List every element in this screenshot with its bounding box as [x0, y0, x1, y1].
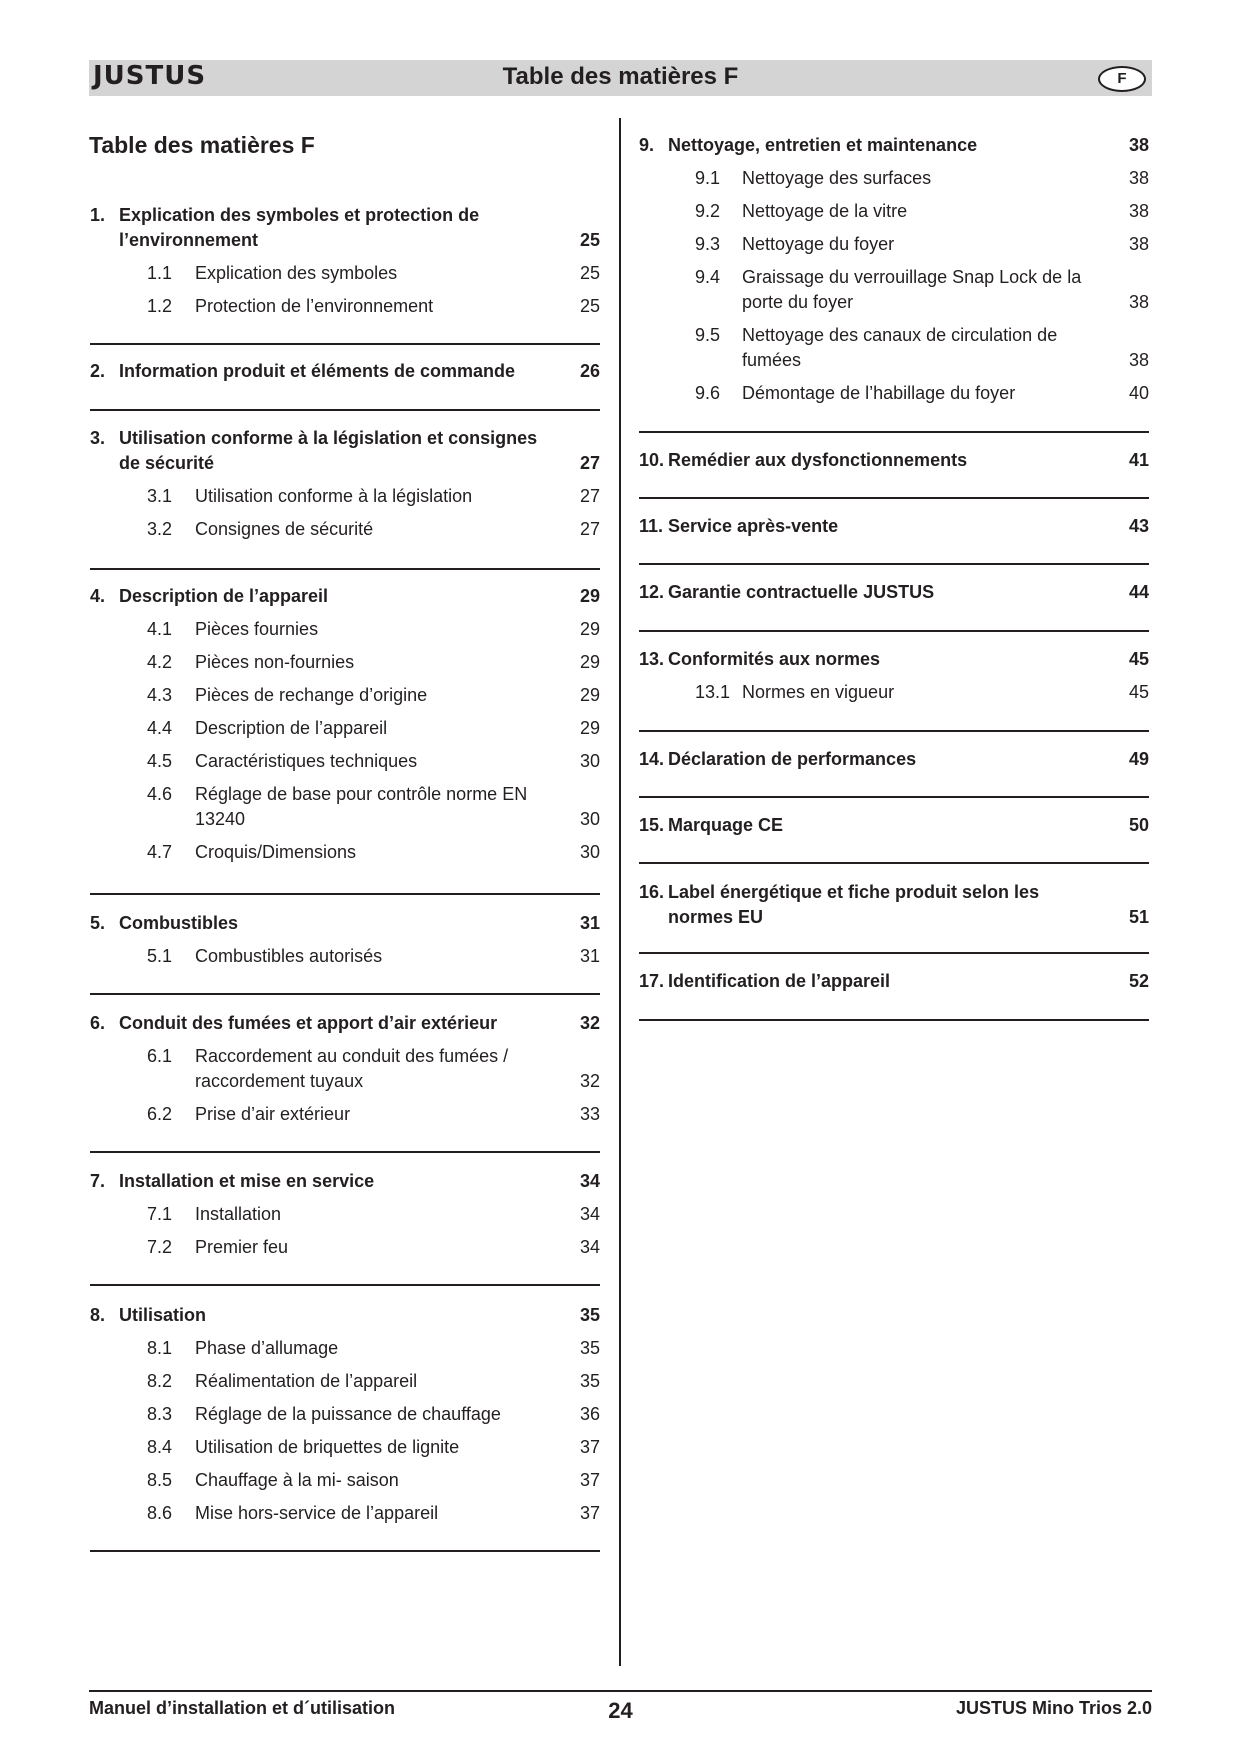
section-number: 17. [639, 971, 665, 991]
subsection-title: Nettoyage des surfaces [742, 168, 932, 188]
subsection-number: 8.3 [147, 1404, 173, 1424]
subsection-page: 30 [579, 751, 600, 771]
subsection-number: 6.1 [147, 1046, 173, 1066]
section-divider [90, 1550, 600, 1552]
toc-section-heading[interactable] [90, 203, 600, 253]
toc-subsection[interactable] [90, 683, 600, 708]
section-divider [639, 497, 1149, 499]
toc-subsection[interactable] [90, 1235, 600, 1260]
toc-section [90, 1169, 600, 1260]
toc-subsection[interactable] [90, 484, 600, 509]
footer-manual-title: Manuel d’installation et d´utilisation [89, 1698, 396, 1718]
subsection-page: 38 [1128, 350, 1149, 370]
section-page: 50 [1128, 815, 1149, 835]
subsection-title: Protection de l’environnement [195, 296, 434, 316]
subsection-number: 1.1 [147, 263, 173, 283]
subsection-number: 8.2 [147, 1371, 173, 1391]
toc-section [639, 133, 1149, 406]
section-divider [90, 893, 600, 895]
section-page: 34 [579, 1171, 600, 1191]
section-number: 14. [639, 749, 665, 769]
subsection-page: 38 [1128, 292, 1149, 312]
footer-product-name: JUSTUS Mino Trios 2.0 [955, 1698, 1152, 1718]
subsection-title: Nettoyage de la vitre [742, 201, 908, 221]
toc-subsection[interactable] [639, 323, 1149, 373]
subsection-page: 34 [579, 1204, 600, 1224]
subsection-page: 35 [579, 1338, 600, 1358]
subsection-page: 33 [579, 1104, 600, 1124]
section-divider [90, 568, 600, 570]
subsection-title: Réglage de base pour contrôle norme EN 13240 [195, 784, 528, 829]
toc-section [90, 359, 600, 384]
section-number: 6. [90, 1013, 106, 1033]
section-page: 49 [1128, 749, 1149, 769]
subsection-page: 36 [579, 1404, 600, 1424]
toc-subsection[interactable] [639, 166, 1149, 191]
toc-section [90, 911, 600, 969]
subsection-title: Raccordement au conduit des fumées / raccordement tuyaux [195, 1046, 509, 1091]
section-divider [639, 563, 1149, 565]
subsection-title: Chauffage à la mi- saison [195, 1470, 399, 1490]
section-title: Combustibles [119, 913, 239, 933]
toc-section [639, 448, 1149, 473]
subsection-page: 38 [1128, 201, 1149, 221]
subsection-number: 4.4 [147, 718, 173, 738]
section-page: 41 [1128, 450, 1149, 470]
section-title: Service après-vente [668, 516, 839, 536]
toc-subsection[interactable] [90, 840, 600, 865]
subsection-number: 5.1 [147, 946, 173, 966]
section-page: 25 [579, 230, 600, 250]
section-divider [639, 952, 1149, 954]
subsection-title: Pièces fournies [195, 619, 319, 639]
toc-subsection[interactable] [639, 680, 1149, 705]
section-number: 9. [639, 135, 655, 155]
toc-subsection[interactable] [90, 1501, 600, 1526]
toc-subsection[interactable] [90, 650, 600, 675]
subsection-page: 30 [579, 842, 600, 862]
toc-subsection[interactable] [639, 381, 1149, 406]
subsection-title: Réglage de la puissance de chauffage [195, 1404, 501, 1424]
section-title: Remédier aux dysfonctionnements [668, 450, 968, 470]
toc-section [639, 580, 1149, 605]
toc-subsection[interactable] [90, 1044, 600, 1094]
section-number: 10. [639, 450, 665, 470]
section-title: Identification de l’appareil [668, 971, 891, 991]
toc-subsection[interactable] [90, 1369, 600, 1394]
section-number: 12. [639, 582, 665, 602]
footer-rule [89, 1690, 1152, 1692]
toc-subsection[interactable] [90, 1435, 600, 1460]
subsection-number: 9.5 [695, 325, 721, 345]
section-title: Description de l’appareil [119, 586, 329, 606]
subsection-page: 29 [579, 685, 600, 705]
subsection-title: Pièces de rechange d’origine [195, 685, 428, 705]
toc-section-heading[interactable] [639, 813, 1149, 838]
section-divider [90, 409, 600, 411]
section-number: 4. [90, 586, 106, 606]
toc-subsection[interactable] [639, 265, 1149, 315]
toc-subsection[interactable] [90, 1202, 600, 1227]
section-title: Explication des symboles et protection de l’environnement [119, 205, 480, 250]
toc-section-heading[interactable] [90, 1011, 600, 1036]
section-number: 15. [639, 815, 665, 835]
toc-subsection[interactable] [90, 1102, 600, 1127]
toc-subsection[interactable] [90, 716, 600, 741]
header-title: Table des matières F [502, 63, 739, 90]
subsection-title: Caractéristiques techniques [195, 751, 418, 771]
toc-section [90, 584, 600, 865]
justus-logo: JUSTUS [93, 61, 207, 91]
toc-section-heading[interactable] [90, 584, 600, 609]
subsection-number: 4.3 [147, 685, 173, 705]
subsection-number: 9.4 [695, 267, 721, 287]
section-number: 11. [639, 516, 664, 536]
subsection-number: 8.6 [147, 1503, 173, 1523]
section-page: 35 [579, 1305, 600, 1325]
section-title: Label énergétique et fiche produit selon les normes EU [668, 882, 1040, 927]
section-divider [90, 343, 600, 345]
subsection-title: Consignes de sécurité [195, 519, 374, 539]
subsection-number: 4.5 [147, 751, 173, 771]
toc-section-heading[interactable] [639, 647, 1149, 672]
subsection-number: 9.6 [695, 383, 721, 403]
subsection-number: 4.6 [147, 784, 173, 804]
section-title: Conduit des fumées et apport d’air extérieur [119, 1013, 498, 1033]
toc-section-heading[interactable] [639, 133, 1149, 158]
subsection-title: Graissage du verrouillage Snap Lock de la porte du foyer [742, 267, 1082, 312]
toc-subsection[interactable] [90, 294, 600, 319]
section-number: 5. [90, 913, 106, 933]
subsection-title: Explication des symboles [195, 263, 398, 283]
subsection-number: 6.2 [147, 1104, 173, 1124]
language-badge: F [1098, 66, 1146, 92]
subsection-number: 4.2 [147, 652, 173, 672]
subsection-title: Croquis/Dimensions [195, 842, 357, 862]
section-number: 16. [639, 882, 665, 902]
subsection-page: 30 [579, 809, 600, 829]
subsection-page: 32 [579, 1071, 600, 1091]
section-page: 27 [579, 453, 600, 473]
section-page: 38 [1128, 135, 1149, 155]
subsection-number: 7.1 [147, 1204, 173, 1224]
subsection-page: 29 [579, 652, 600, 672]
section-divider [639, 1019, 1149, 1021]
section-title: Installation et mise en service [119, 1171, 375, 1191]
page-header [89, 60, 1152, 96]
subsection-page: 37 [579, 1437, 600, 1457]
toc-section-heading[interactable] [90, 359, 600, 384]
section-number: 13. [639, 649, 665, 669]
toc-section-heading[interactable] [639, 747, 1149, 772]
subsection-title: Prise d’air extérieur [195, 1104, 351, 1124]
toc-section [639, 647, 1149, 705]
subsection-title: Mise hors-service de l’appareil [195, 1503, 439, 1523]
section-divider [90, 993, 600, 995]
section-title: Garantie contractuelle JUSTUS [668, 582, 935, 602]
toc-section-heading[interactable] [639, 880, 1149, 930]
section-title: Utilisation [119, 1305, 207, 1325]
toc-subsection[interactable] [90, 1336, 600, 1361]
toc-subsection[interactable] [90, 1468, 600, 1493]
subsection-page: 38 [1128, 234, 1149, 254]
subsection-title: Nettoyage du foyer [742, 234, 895, 254]
toc-section-heading[interactable] [90, 426, 600, 476]
toc-subsection[interactable] [90, 749, 600, 774]
section-page: 45 [1128, 649, 1149, 669]
subsection-title: Phase d’allumage [195, 1338, 339, 1358]
section-divider [90, 1151, 600, 1153]
section-page: 32 [579, 1013, 600, 1033]
subsection-number: 9.3 [695, 234, 721, 254]
subsection-page: 40 [1128, 383, 1149, 403]
toc-subsection[interactable] [90, 782, 600, 832]
toc-section [90, 1303, 600, 1526]
subsection-page: 27 [579, 486, 600, 506]
toc-heading: Table des matières F [89, 132, 315, 158]
toc-section [639, 880, 1149, 930]
subsection-title: Nettoyage des canaux de circulation de fumées [742, 325, 1058, 370]
subsection-number: 8.4 [147, 1437, 173, 1457]
section-number: 2. [90, 361, 106, 381]
subsection-page: 25 [579, 263, 600, 283]
section-number: 8. [90, 1305, 106, 1325]
toc-section-heading[interactable] [639, 580, 1149, 605]
section-title: Utilisation conforme à la législation et consignes de sécurité [119, 428, 538, 473]
toc-subsection[interactable] [90, 261, 600, 286]
subsection-number: 3.1 [147, 486, 173, 506]
section-page: 43 [1128, 516, 1149, 536]
subsection-title: Normes en vigueur [742, 682, 895, 702]
toc-subsection[interactable] [639, 232, 1149, 257]
toc-subsection[interactable] [639, 199, 1149, 224]
subsection-title: Utilisation conforme à la législation [195, 486, 473, 506]
section-divider [639, 730, 1149, 732]
toc-section-heading[interactable] [90, 911, 600, 936]
section-title: Nettoyage, entretien et maintenance [668, 135, 978, 155]
subsection-number: 9.2 [695, 201, 721, 221]
section-divider [639, 431, 1149, 433]
toc-section-heading[interactable] [90, 1169, 600, 1194]
subsection-page: 29 [579, 718, 600, 738]
subsection-page: 35 [579, 1371, 600, 1391]
toc-section [639, 969, 1149, 994]
subsection-page: 37 [579, 1503, 600, 1523]
subsection-number: 3.2 [147, 519, 173, 539]
toc-section [90, 1011, 600, 1127]
subsection-title: Premier feu [195, 1237, 289, 1257]
section-divider [639, 862, 1149, 864]
toc-section [639, 514, 1149, 539]
section-number: 3. [90, 428, 106, 448]
toc-subsection[interactable] [90, 944, 600, 969]
subsection-number: 4.7 [147, 842, 173, 862]
section-page: 26 [579, 361, 600, 381]
section-title: Information produit et éléments de commande [119, 361, 516, 381]
subsection-title: Installation [195, 1204, 282, 1224]
subsection-page: 29 [579, 619, 600, 639]
column-divider [619, 118, 621, 1666]
toc-subsection[interactable] [90, 617, 600, 642]
section-page: 51 [1128, 907, 1149, 927]
section-page: 52 [1128, 971, 1149, 991]
subsection-page: 34 [579, 1237, 600, 1257]
subsection-number: 7.2 [147, 1237, 173, 1257]
subsection-page: 31 [579, 946, 600, 966]
section-title: Déclaration de performances [668, 749, 917, 769]
section-title: Conformités aux normes [668, 649, 881, 669]
section-divider [639, 796, 1149, 798]
section-divider [639, 630, 1149, 632]
subsection-page: 38 [1128, 168, 1149, 188]
subsection-page: 25 [579, 296, 600, 316]
toc-section [90, 203, 600, 319]
section-number: 7. [90, 1171, 106, 1191]
toc-section-heading[interactable] [639, 514, 1149, 539]
subsection-number: 8.1 [147, 1338, 173, 1358]
subsection-title: Réalimentation de l’appareil [195, 1371, 418, 1391]
subsection-page: 37 [579, 1470, 600, 1490]
subsection-title: Pièces non-fournies [195, 652, 355, 672]
section-divider [90, 1284, 600, 1286]
section-number: 1. [90, 205, 106, 225]
subsection-title: Combustibles autorisés [195, 946, 383, 966]
subsection-number: 1.2 [147, 296, 173, 316]
section-page: 31 [579, 913, 600, 933]
toc-section [639, 813, 1149, 838]
page-number: 24 [608, 1698, 633, 1723]
toc-section-heading[interactable] [90, 1303, 600, 1328]
toc-subsection[interactable] [90, 1402, 600, 1427]
subsection-title: Utilisation de briquettes de lignite [195, 1437, 460, 1457]
section-page: 44 [1128, 582, 1149, 602]
subsection-number: 4.1 [147, 619, 173, 639]
subsection-number: 9.1 [695, 168, 721, 188]
toc-subsection[interactable] [90, 517, 600, 542]
subsection-number: 13.1 [695, 682, 731, 702]
toc-section-heading[interactable] [639, 969, 1149, 994]
section-title: Marquage CE [668, 815, 784, 835]
subsection-title: Description de l’appareil [195, 718, 388, 738]
subsection-number: 8.5 [147, 1470, 173, 1490]
toc-section [90, 426, 600, 542]
subsection-page: 45 [1128, 682, 1149, 702]
toc-section [639, 747, 1149, 772]
subsection-page: 27 [579, 519, 600, 539]
subsection-title: Démontage de l’habillage du foyer [742, 383, 1016, 403]
section-page: 29 [579, 586, 600, 606]
toc-section-heading[interactable] [639, 448, 1149, 473]
